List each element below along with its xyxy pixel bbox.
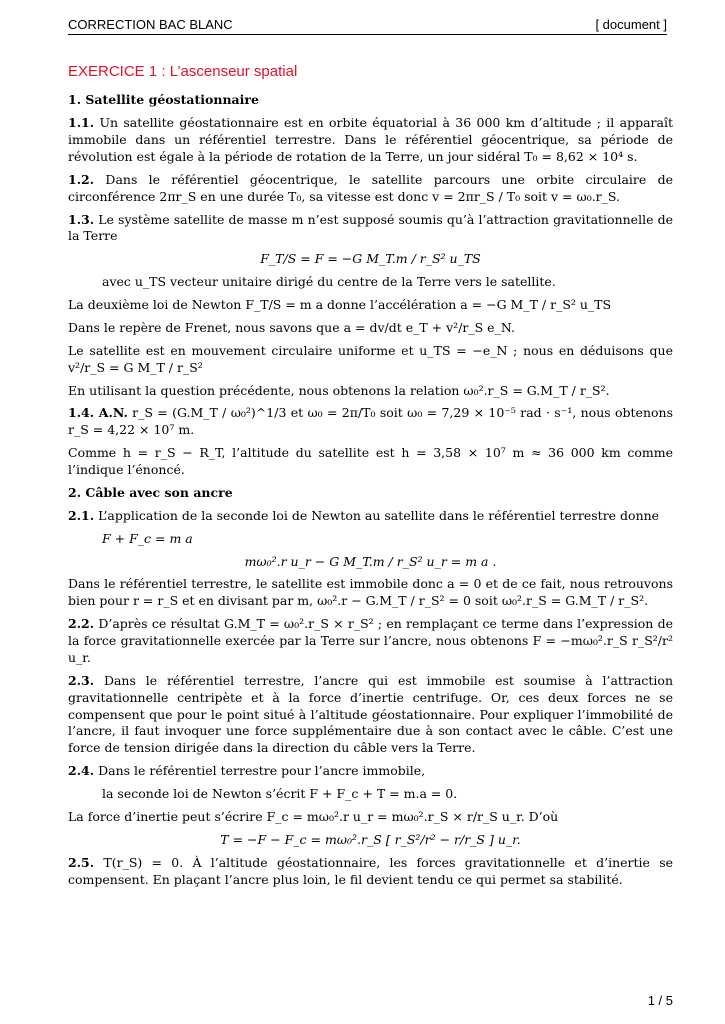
text-line: Le satellite est en mouvement circulaire uniforme et u_TS = −e_N ; nous en déduisons que v²/r_S = G M_T / r_S² xyxy=(68,342,673,375)
text-line: Dans le référentiel terrestre, le satellite est immobile donc a = 0 et de ce fait, nous retrouvons bien pour r = r_S et en divisant par m, ω₀².r − G.M_T / r_S² = 0 soit ω₀².r_S = G.M_T / r_S². xyxy=(68,576,673,609)
page-number: 1 / 5 xyxy=(647,993,673,1009)
answer-2-5: 2.5. T(r_S) = 0. À l’altitude géostationnaire, les forces gravitationnelle et d’inertie se compensent. En plaçant l’ancre plus loin, le fil devient tendu ce qui permet sa stabilité. xyxy=(68,854,674,887)
text-line: La deuxième loi de Newton F_T/S = m a donne l’accélération a = −G M_T / r_S² u_TS xyxy=(68,297,612,312)
text-line: Comme h = r_S − R_T, l’altitude du satellite est h = 3,58 × 10⁷ m ≈ 36 000 km comme l’indique l’énoncé. xyxy=(68,445,673,477)
section-heading-1: 1. Satellite géostationnaire xyxy=(68,92,259,108)
document-body xyxy=(68,62,673,894)
text-line: Dans le repère de Frenet, nous savons que a = dv/dt e_T + v²/r_S e_N. xyxy=(68,319,515,335)
answer-1-4: 1.4. A.N. r_S = (G.M_T / ω₀²)^1/3 et ω₀ = 2π/T₀ soit ω₀ = 7,29 × 10⁻⁵ rad · s⁻¹, nous obtenons r_S = 4,22 × 10⁷ m. xyxy=(68,405,673,438)
text-line: La force d’inertie peut s’écrire F_c = mω₀².r u_r = mω₀².r_S × r/r_S u_r. D’où xyxy=(68,808,559,824)
exercise-title: EXERCICE 1 : L’ascenseur spatial xyxy=(68,63,298,80)
header-title: CORRECTION BAC BLANC xyxy=(68,17,233,32)
page-header xyxy=(68,14,667,35)
answer-1-1: 1.1. Un satellite géostationnaire est en orbite équatorial à 36 000 km d’altitude ; il apparaît immobile dans un référentiel terrestre. Dans le référentiel géocentrique, sa période de révolution est égale à la période de rotation de la Terre, un jour sidéral T₀ = 8,62 × 10⁴ s. xyxy=(68,115,673,164)
section-heading-2: 2. Câble avec son ancre xyxy=(68,484,233,500)
equation-gravitational-force: F_T/S = F = −G M_T.m / r_S² u_TS xyxy=(260,251,481,267)
equation-newton-satellite: mω₀².r u_r − G M_T.m / r_S² u_r = m a . xyxy=(244,553,497,569)
text-line: la seconde loi de Newton s’écrit F + F_c + T = m.a = 0. xyxy=(102,786,458,801)
text-line: avec u_TS vecteur unitaire dirigé du centre de la Terre vers le satellite. xyxy=(102,274,556,290)
text-line: En utilisant la question précédente, nous obtenons la relation ω₀².r_S = G.M_T / r_S². xyxy=(68,382,610,398)
text-line: F + F_c = m a xyxy=(102,530,193,546)
answer-2-4: 2.4. Dans le référentiel terrestre pour l’ancre immobile, xyxy=(68,763,426,779)
header-doc-tag: [ document ] xyxy=(595,17,667,32)
answer-2-2: 2.2. D’après ce résultat G.M_T = ω₀².r_S × r_S² ; en remplaçant ce terme dans l’expression de la force gravitationnelle exercée par la Terre sur l’ancre, nous obtenons F = −mω₀².r_S r_S²/r² u_r. xyxy=(68,616,673,665)
answer-2-1: 2.1. L’application de la seconde loi de Newton au satellite dans le référentiel terrestre donne xyxy=(68,507,660,523)
answer-1-3: 1.3. Le système satellite de masse m n’est supposé soumis qu’à l’attraction gravitationnelle de la Terre xyxy=(68,211,673,244)
answer-2-3: 2.3. Dans le référentiel terrestre, l’ancre qui est immobile est soumise à l’attraction gravitationnelle centripète et à la force d’inertie centrifuge. Or, ces deux forces ne se compensent que pour le point situé à l’altitude géostationnaire. Pour expliquer l’immobilité de l’ancre, il faut invoquer une force supplémentaire due à son contact avec le câble. C’est une force de tension dirigée dans la direction du câble vers la Terre. xyxy=(68,672,673,756)
equation-tension: T = −F − F_c = mω₀².r_S [ r_S²/r² − r/r_S ] u_r. xyxy=(220,831,521,847)
answer-1-2: 1.2. Dans le référentiel géocentrique, le satellite parcours une orbite circulaire de circonférence 2πr_S en une durée T₀, sa vitesse est donc v = 2πr_S / T₀ soit v = ω₀.r_S. xyxy=(68,171,673,204)
